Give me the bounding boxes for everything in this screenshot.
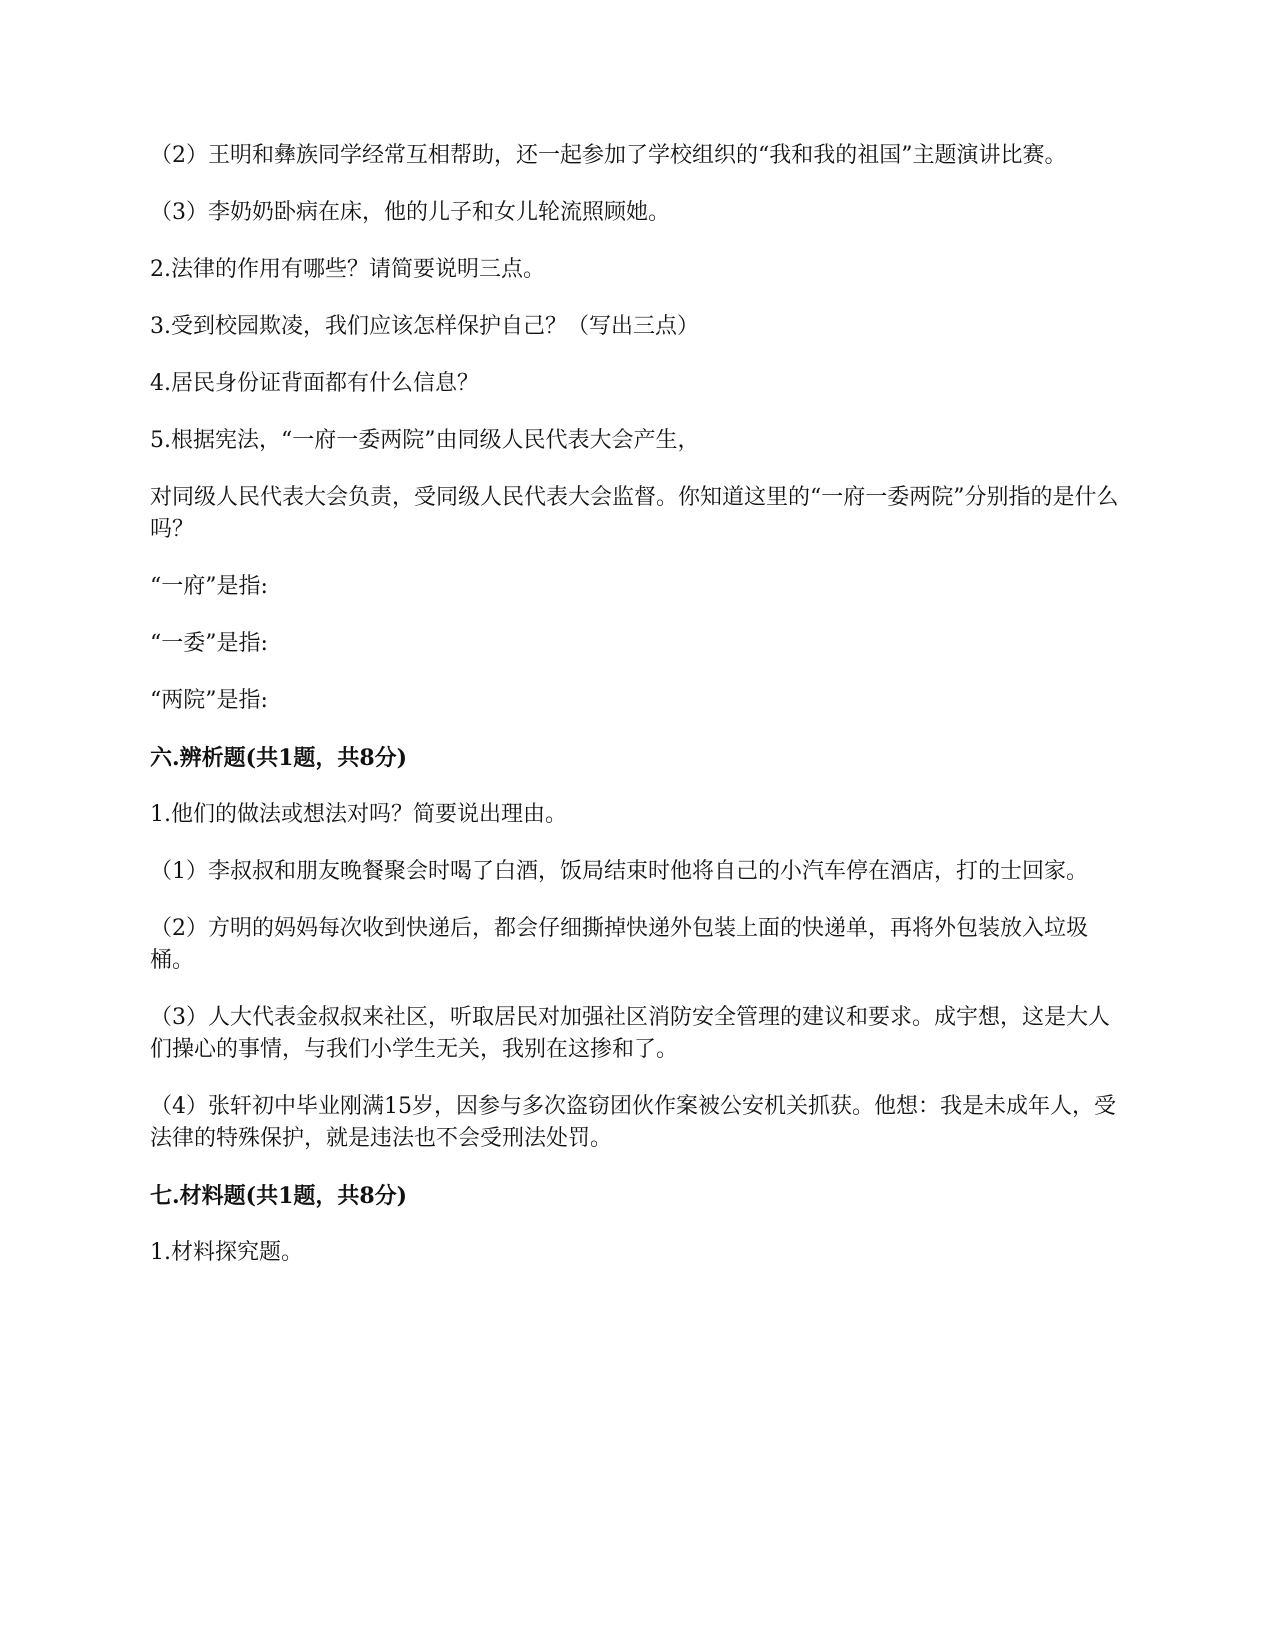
question-3: 3.受到校园欺凌，我们应该怎样保护自己？（写出三点） — [150, 314, 699, 339]
answer-yiwei: “一委”是指: — [150, 631, 268, 656]
section6-item-1: （1）李叔叔和朋友晚餐聚会时喝了白酒，饭局结束时他将自己的小汽车停在酒店，打的士回家。 — [150, 859, 1089, 884]
document-page — [150, 140, 1130, 1294]
question-5: 5.根据宪法，“一府一委两院”由同级人民代表大会产生， — [150, 428, 700, 453]
question-4: 4.居民身份证背面都有什么信息？ — [150, 371, 479, 396]
section6-item-2: （2）方明的妈妈每次收到快递后，都会仔细撕掉快递外包装上面的快递单，再将外包装放入垃圾桶。 — [150, 916, 1089, 973]
question-5-continued: 对同级人民代表大会负责，受同级人民代表大会监督。你知道这里的“一府一委两院”分别指的是什么吗？ — [150, 485, 1119, 542]
section6-item-3: （3）人大代表金叔叔来社区，听取居民对加强社区消防安全管理的建议和要求。成宇想，这是大人们操心的事情，与我们小学生无关，我别在这掺和了。 — [150, 1005, 1111, 1062]
answer-liangyuan: “两院”是指: — [150, 688, 268, 713]
question-2: 2.法律的作用有哪些？请简要说明三点。 — [150, 257, 545, 282]
answer-yifu: “一府”是指: — [150, 574, 268, 599]
section6-question-1: 1.他们的做法或想法对吗？简要说出理由。 — [150, 802, 567, 827]
paragraph-q1-3: （3）李奶奶卧病在床，他的儿子和女儿轮流照顾她。 — [150, 200, 670, 225]
section-heading-7: 七.材料题(共1题，共8分) — [150, 1183, 408, 1209]
paragraph-q1-2: （2）王明和彝族同学经常互相帮助，还一起参加了学校组织的“我和我的祖国”主题演讲比赛。 — [150, 143, 1067, 168]
section-heading-6: 六.辨析题(共1题，共8分) — [150, 745, 408, 771]
section6-item-4: （4）张轩初中毕业刚满15岁，因参与多次盗窃团伙作案被公安机关抓获。他想：我是未成年人，受法律的特殊保护，就是违法也不会受刑法处罚。 — [150, 1094, 1116, 1151]
section7-question-1: 1.材料探究题。 — [150, 1240, 303, 1265]
